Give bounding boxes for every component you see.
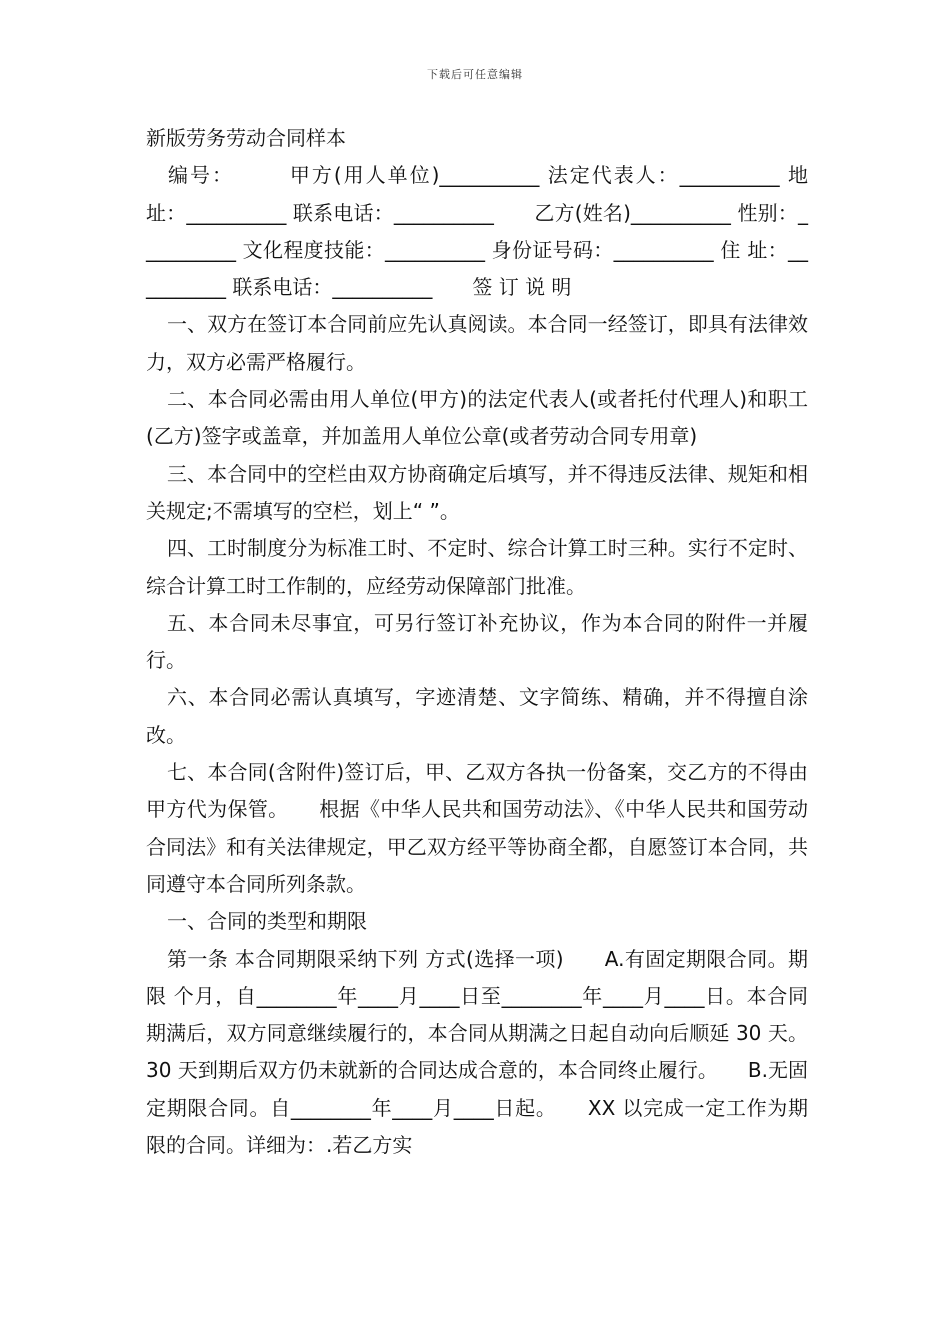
article-1-paragraph: 第一条 本合同期限采纳下列 方式(选择一项) A.有固定期限合同。期限 个月，自________年____月____日至________年____月____日。本合同期满后，双方同意继续履行的，本合同从期满之日起自动向后顺延 30 天。30 天到期后双方仍未就新的合同达成合意的，本合同终止履行。 B.无固定期限合同。自________年____月____日起。 XX 以完成一定工作为期限的合同。详细为：.若乙方实 [146,946,808,1158]
note-paragraph-7: 七、本合同(含附件)签订后，甲、乙双方各执一份备案，交乙方的不得由甲方代为保管。 根据《中华人民共和国劳动法》、《中华人民共和国劳动合同法》和有关法律规定，甲乙双方经平等协商全都，自愿签订本合同，共同遵守本合同所列条款。 [146,760,808,896]
contract-document [146,120,808,1164]
header-note: 下载后可任意编辑 [427,68,523,81]
document-title: 新版劳务劳动合同样本 [146,126,346,150]
party-info-paragraph: 编号： 甲方(用人单位)__________ 法定代表人：__________ 地 址：__________ 联系电话：__________ 乙方(姓名)__________ 性别：__________ 文化程度技能：__________ 身份证号码：__________ 住 址：__________ 联系电话：__________ 签 订 说 明 [146,163,808,300]
note-paragraph-5: 五、本合同未尽事宜，可另行签订补充协议，作为本合同的附件一并履行。 [146,610,808,673]
note-paragraph-2: 二、本合同必需由用人单位(甲方)的法定代表人(或者托付代理人)和职工(乙方)签字或盖章，并加盖用人单位公章(或者劳动合同专用章) [146,387,808,449]
note-paragraph-1: 一、双方在签订本合同前应先认真阅读。本合同一经签订，即具有法律效力，双方必需严格履行。 [146,312,808,374]
note-paragraph-6: 六、本合同必需认真填写，字迹清楚、文字简练、精确，并不得擅自涂改。 [146,685,808,747]
section-heading: 一、合同的类型和期限 [167,909,367,934]
note-paragraph-3: 三、本合同中的空栏由双方协商确定后填写，并不得违反法律、规矩和相关规定;不需填写的空栏，划上“ ”。 [146,461,808,523]
note-paragraph-4: 四、工时制度分为标准工时、不定时、综合计算工时三种。实行不定时、综合计算工时工作制的，应经劳动保障部门批准。 [146,536,808,598]
